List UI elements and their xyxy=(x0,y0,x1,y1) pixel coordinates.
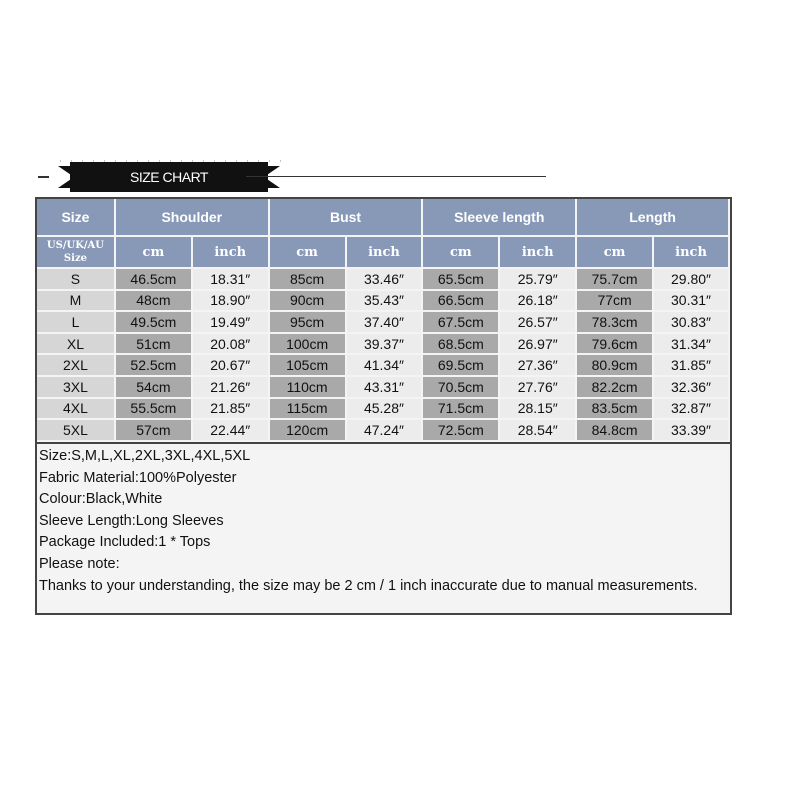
cell-bust-in: 43.31″ xyxy=(346,376,423,398)
subheader-inch: inch xyxy=(192,236,269,268)
cell-bust-cm: 90cm xyxy=(269,290,346,312)
header-size: Size xyxy=(37,199,115,236)
cell-length-cm: 78.3cm xyxy=(576,311,653,333)
cell-shoulder-cm: 48cm xyxy=(115,290,192,312)
cell-sleeve-in: 28.54″ xyxy=(499,419,576,441)
subheader-row xyxy=(37,236,729,268)
product-notes xyxy=(37,442,732,597)
cell-length-cm: 80.9cm xyxy=(576,354,653,376)
cell-shoulder-in: 19.49″ xyxy=(192,311,269,333)
cell-sleeve-cm: 70.5cm xyxy=(422,376,499,398)
cell-sleeve-cm: 67.5cm xyxy=(422,311,499,333)
subheader-cm: cm xyxy=(115,236,192,268)
cell-bust-in: 47.24″ xyxy=(346,419,423,441)
cell-sleeve-cm: 66.5cm xyxy=(422,290,499,312)
cell-shoulder-cm: 55.5cm xyxy=(115,398,192,420)
table-row xyxy=(37,354,729,376)
cell-shoulder-in: 21.26″ xyxy=(192,376,269,398)
cell-sleeve-cm: 71.5cm xyxy=(422,398,499,420)
cell-bust-cm: 95cm xyxy=(269,311,346,333)
subheader-cm: cm xyxy=(422,236,499,268)
cell-length-in: 32.87″ xyxy=(653,398,729,420)
cell-sleeve-cm: 72.5cm xyxy=(422,419,499,441)
cell-length-cm: 75.7cm xyxy=(576,268,653,290)
cell-length-in: 30.83″ xyxy=(653,311,729,333)
subheader-size-code xyxy=(37,236,115,268)
subheader-inch: inch xyxy=(499,236,576,268)
table-row xyxy=(37,311,729,333)
cell-shoulder-cm: 46.5cm xyxy=(115,268,192,290)
cell-sleeve-cm: 69.5cm xyxy=(422,354,499,376)
cell-size: 5XL xyxy=(37,419,115,441)
header-shoulder: Shoulder xyxy=(115,199,269,236)
cell-length-cm: 79.6cm xyxy=(576,333,653,355)
note-line: Fabric Material:100%Polyester xyxy=(39,469,237,486)
cell-bust-cm: 100cm xyxy=(269,333,346,355)
cell-shoulder-cm: 52.5cm xyxy=(115,354,192,376)
table-row xyxy=(37,398,729,420)
cell-sleeve-in: 26.18″ xyxy=(499,290,576,312)
size-table-body xyxy=(37,268,729,441)
cell-sleeve-in: 26.97″ xyxy=(499,333,576,355)
cell-sleeve-in: 28.15″ xyxy=(499,398,576,420)
cell-bust-cm: 110cm xyxy=(269,376,346,398)
note-line: Size:S,M,L,XL,2XL,3XL,4XL,5XL xyxy=(39,448,251,464)
cell-bust-cm: 120cm xyxy=(269,419,346,441)
size-chart-table-container xyxy=(35,197,732,615)
cell-sleeve-in: 26.57″ xyxy=(499,311,576,333)
cell-length-cm: 77cm xyxy=(576,290,653,312)
cell-shoulder-in: 21.85″ xyxy=(192,398,269,420)
cell-size: 3XL xyxy=(37,376,115,398)
cell-sleeve-in: 27.36″ xyxy=(499,354,576,376)
cell-shoulder-in: 22.44″ xyxy=(192,419,269,441)
cell-bust-cm: 85cm xyxy=(269,268,346,290)
cell-size: XL xyxy=(37,333,115,355)
cell-length-in: 33.39″ xyxy=(653,419,729,441)
cell-shoulder-cm: 49.5cm xyxy=(115,311,192,333)
header-sleeve-length: Sleeve length xyxy=(422,199,576,236)
cell-bust-in: 41.34″ xyxy=(346,354,423,376)
note-line: Please note: xyxy=(39,555,120,572)
cell-bust-in: 39.37″ xyxy=(346,333,423,355)
cell-bust-in: 45.28″ xyxy=(346,398,423,420)
cell-sleeve-cm: 65.5cm xyxy=(422,268,499,290)
cell-sleeve-cm: 68.5cm xyxy=(422,333,499,355)
cell-length-in: 29.80″ xyxy=(653,268,729,290)
cell-bust-cm: 115cm xyxy=(269,398,346,420)
cell-length-cm: 83.5cm xyxy=(576,398,653,420)
cell-shoulder-in: 20.08″ xyxy=(192,333,269,355)
cell-size: M xyxy=(37,290,115,312)
cell-sleeve-in: 25.79″ xyxy=(499,268,576,290)
cell-bust-in: 37.40″ xyxy=(346,311,423,333)
subheader-inch: inch xyxy=(346,236,423,268)
note-line: Sleeve Length:Long Sleeves xyxy=(39,512,224,529)
cell-bust-cm: 105cm xyxy=(269,354,346,376)
table-row xyxy=(37,268,729,290)
note-line: Thanks to your understanding, the size may be 2 cm / 1 inch inaccurate due to manual measurements. xyxy=(39,577,698,594)
cell-length-in: 30.31″ xyxy=(653,290,729,312)
cell-length-in: 31.34″ xyxy=(653,333,729,355)
size-table xyxy=(37,199,730,442)
table-row xyxy=(37,333,729,355)
header-length: Length xyxy=(576,199,729,236)
cell-shoulder-cm: 51cm xyxy=(115,333,192,355)
cell-shoulder-cm: 57cm xyxy=(115,419,192,441)
cell-sleeve-in: 27.76″ xyxy=(499,376,576,398)
banner-dash xyxy=(38,176,49,178)
cell-shoulder-cm: 54cm xyxy=(115,376,192,398)
table-row xyxy=(37,290,729,312)
size-code-line2: Size xyxy=(63,253,87,264)
banner-title: SIZE CHART xyxy=(130,169,208,185)
cell-length-cm: 84.8cm xyxy=(576,419,653,441)
cell-shoulder-in: 18.31″ xyxy=(192,268,269,290)
note-line: Colour:Black,White xyxy=(39,491,163,508)
cell-shoulder-in: 18.90″ xyxy=(192,290,269,312)
cell-size: 4XL xyxy=(37,398,115,420)
table-row xyxy=(37,376,729,398)
cell-length-in: 32.36″ xyxy=(653,376,729,398)
cell-length-in: 31.85″ xyxy=(653,354,729,376)
subheader-cm: cm xyxy=(269,236,346,268)
subheader-cm: cm xyxy=(576,236,653,268)
table-row xyxy=(37,419,729,441)
banner-ribbon xyxy=(58,162,280,192)
header-row xyxy=(37,199,729,236)
cell-shoulder-in: 20.67″ xyxy=(192,354,269,376)
cell-length-cm: 82.2cm xyxy=(576,376,653,398)
cell-bust-in: 33.46″ xyxy=(346,268,423,290)
cell-bust-in: 35.43″ xyxy=(346,290,423,312)
banner-rule xyxy=(246,176,546,177)
note-line: Package Included:1 * Tops xyxy=(39,534,211,551)
cell-size: L xyxy=(37,311,115,333)
size-chart-banner xyxy=(38,160,548,194)
header-bust: Bust xyxy=(269,199,423,236)
cell-size: 2XL xyxy=(37,354,115,376)
cell-size: S xyxy=(37,268,115,290)
size-code-line1: US/UK/AU xyxy=(46,240,105,251)
subheader-inch: inch xyxy=(653,236,729,268)
